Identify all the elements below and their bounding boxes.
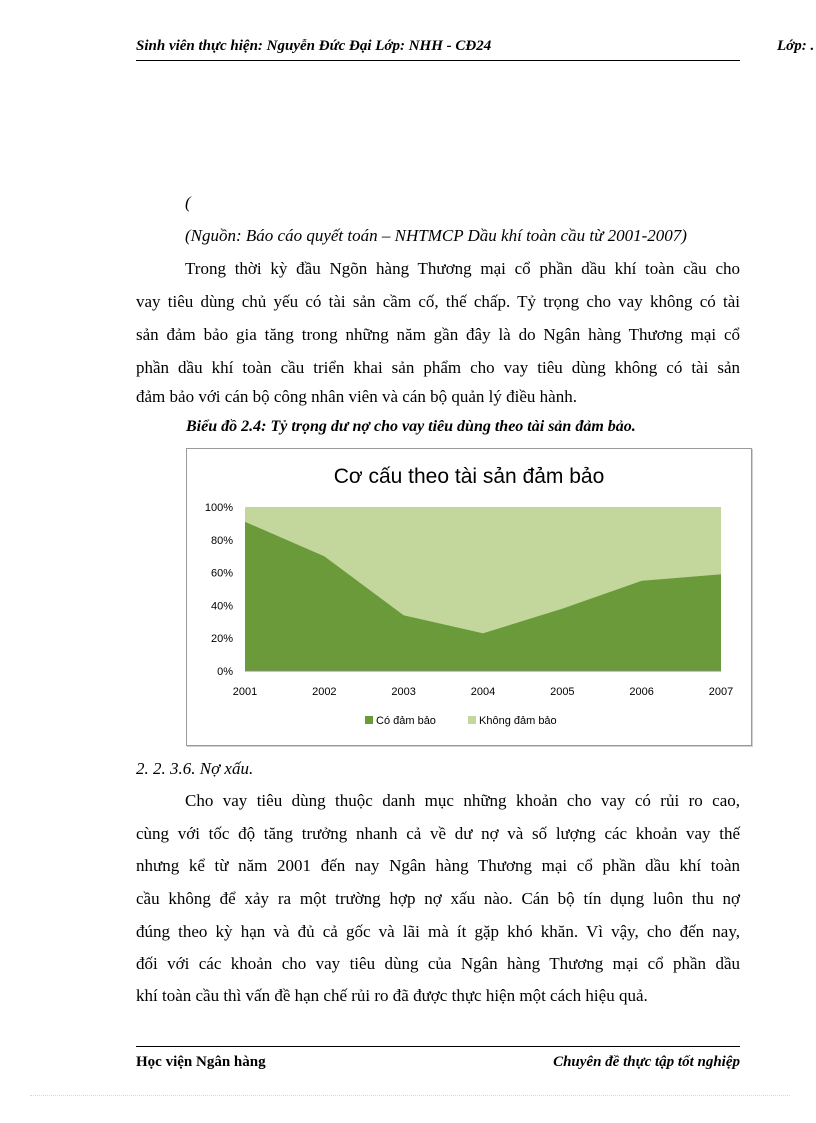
y-tick-label: 60% <box>210 567 233 580</box>
y-tick-label: 40% <box>210 600 233 613</box>
legend-swatch <box>468 716 476 724</box>
paragraph-2-line-6: đối với các khoản cho vay tiêu dùng của Ngân hàng Thương mại cổ phần dầu <box>136 954 740 973</box>
legend-label: Không đảm bảo <box>479 715 557 727</box>
header-divider <box>136 60 740 61</box>
paragraph-2-line-7: khí toàn cầu thì vấn đề hạn chế rủi ro đã được thực hiện một cách hiệu quả. <box>136 986 648 1005</box>
x-tick-label: 2003 <box>391 686 416 698</box>
area-chart <box>186 448 752 746</box>
footer-document-type: Chuyên đề thực tập tốt nghiệp <box>553 1054 740 1070</box>
chart-svg <box>187 449 751 745</box>
paragraph-2-line-1: Cho vay tiêu dùng thuộc danh mục những khoản cho vay có rủi ro cao, <box>185 791 740 810</box>
legend-label: Có đảm bảo <box>376 715 436 727</box>
stray-parenthesis: ( <box>185 193 191 212</box>
paragraph-2-line-4: cầu không để xảy ra một trường hợp nợ xấu nào. Cán bộ tín dụng luôn thu nợ <box>136 889 740 908</box>
paragraph-1-line-3: sản đảm bảo gia tăng trong những năm gần đây là do Ngân hàng Thương mại cổ <box>136 325 740 344</box>
source-note: (Nguồn: Báo cáo quyết toán – NHTMCP Dầu khí toàn cầu từ 2001-2007) <box>185 226 687 245</box>
footer-institution: Học viện Ngân hàng <box>136 1054 266 1070</box>
paragraph-1-line-4: phần dầu khí toàn cầu triển khai sản phẩm cho vay tiêu dùng không có tài sản <box>136 358 740 377</box>
y-tick-label: 100% <box>204 502 233 514</box>
chart-caption: Biểu đồ 2.4: Tỷ trọng dư nợ cho vay tiêu dùng theo tài sản đảm bảo. <box>186 418 636 435</box>
paragraph-1-line-2: vay tiêu dùng chủ yếu có tài sản cầm cố, thế chấp. Tỷ trọng cho vay không có tài <box>136 292 740 311</box>
y-tick-label: 0% <box>217 666 233 678</box>
header-student-info: Sinh viên thực hiện: Nguyễn Đức Đại Lớp: NHH - CĐ24 <box>136 38 492 54</box>
y-tick-label: 20% <box>210 633 233 646</box>
x-tick-label: 2007 <box>708 686 734 698</box>
chart-title: Cơ cấu theo tài sản đảm bảo <box>333 465 605 488</box>
x-tick-label: 2001 <box>232 686 258 698</box>
legend-swatch <box>365 716 373 724</box>
paragraph-2-line-3: nhưng kể từ năm 2001 đến nay Ngân hàng Thương mại cổ phần dầu khí toàn <box>136 856 740 875</box>
x-tick-label: 2004 <box>470 686 496 698</box>
paragraph-2-line-2: cùng với tốc độ tăng trưởng nhanh cả về dư nợ và số lượng các khoản vay thế <box>136 824 740 843</box>
page-bottom-dotted-line <box>30 1095 790 1096</box>
section-heading-bad-debt: 2. 2. 3.6. Nợ xấu. <box>136 759 254 778</box>
x-tick-label: 2006 <box>629 686 654 698</box>
paragraph-1-line-1: Trong thời kỳ đầu Ngõn hàng Thương mại cổ phần dầu khí toàn cầu cho <box>185 259 740 278</box>
x-tick-label: 2002 <box>312 686 337 698</box>
header-class-label: Lớp: . <box>777 38 815 54</box>
paragraph-2-line-5: đúng theo kỳ hạn và đủ cả gốc và lãi mà ít gặp khó khăn. Vì vậy, cho đến nay, <box>136 922 740 941</box>
footer-divider <box>136 1046 740 1047</box>
x-tick-label: 2005 <box>550 686 575 698</box>
y-tick-label: 80% <box>210 534 233 547</box>
paragraph-1-line-5: đảm bảo với cán bộ công nhân viên và cán bộ quản lý điều hành. <box>136 387 577 406</box>
